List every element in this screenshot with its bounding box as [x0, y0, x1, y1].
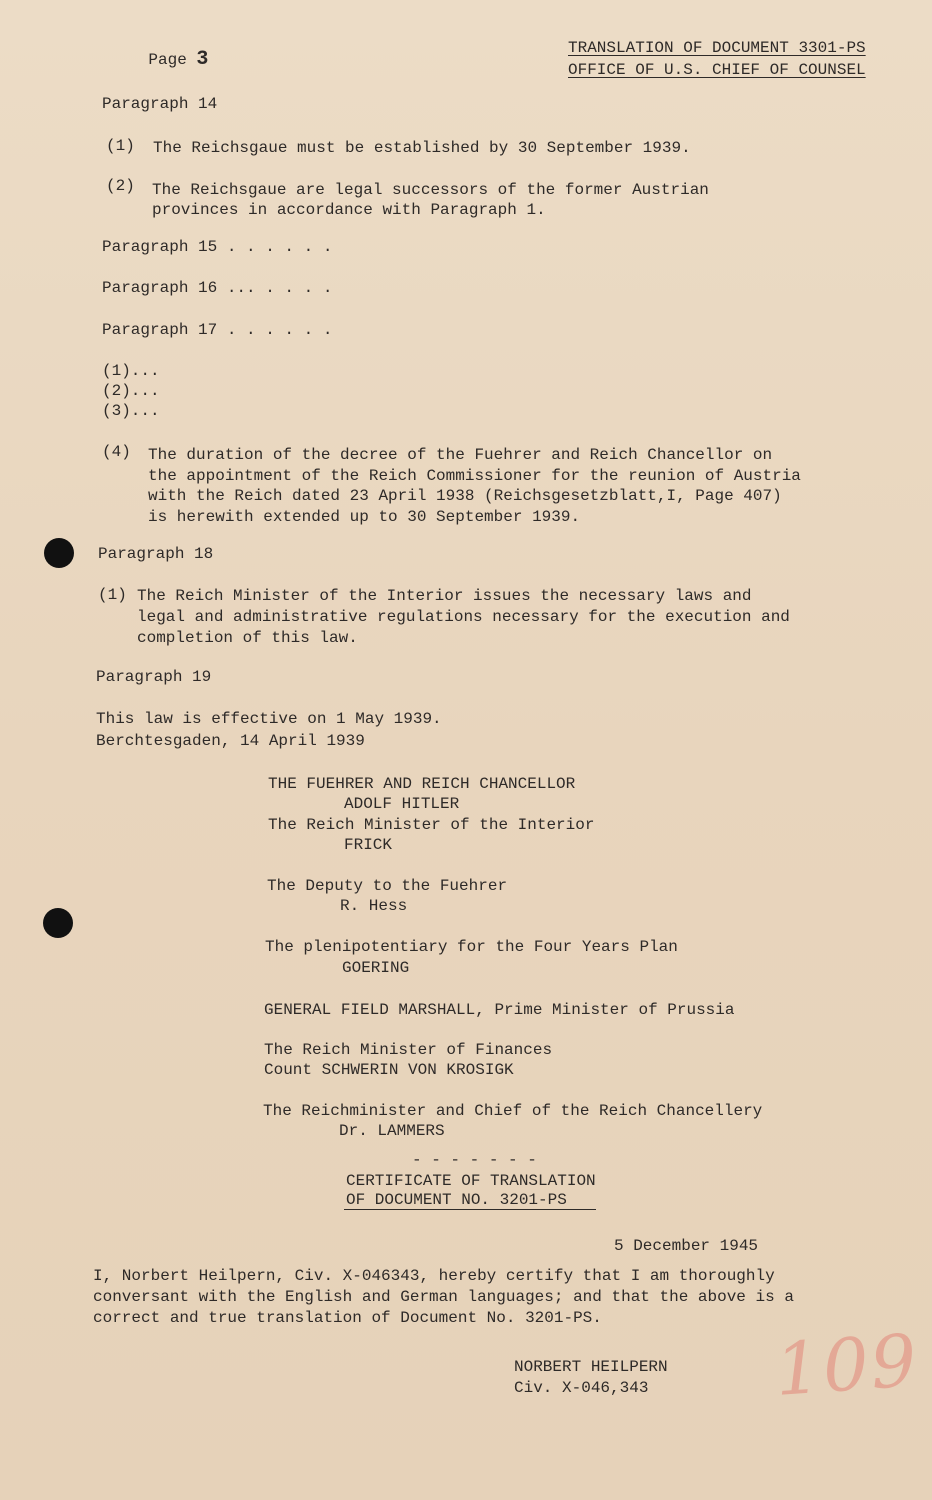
signatory-1-name: ADOLF HITLER	[344, 795, 460, 813]
paragraph-17-heading: Paragraph 17 . . . . . .	[102, 321, 333, 339]
paragraph-14-item2-line2: provinces in accordance with Paragraph 1.	[152, 201, 546, 219]
paragraph-17-item2: (2)...	[102, 382, 160, 400]
certificate-signer-id: Civ. X-046,343	[514, 1379, 649, 1397]
paragraph-18-item1-line3: completion of this law.	[137, 629, 358, 647]
paragraph-14-item2-number: (2)	[106, 177, 135, 195]
paragraph-17-item4-line4: is herewith extended up to 30 September 1939.	[148, 508, 581, 526]
paragraph-17-item4-line2: the appointment of the Reich Commissioner for the reunion of Austria	[148, 467, 801, 485]
signatory-3-title: The Deputy to the Fuehrer	[267, 877, 508, 895]
paragraph-17-item4-number: (4)	[102, 443, 131, 461]
document-header-line2: OFFICE OF U.S. CHIEF OF COUNSEL	[568, 61, 866, 79]
certificate-body-line1: I, Norbert Heilpern, Civ. X-046343, hereby certify that I am thoroughly	[93, 1267, 775, 1285]
signatory-2-title: The Reich Minister of the Interior	[268, 816, 595, 834]
document-header-line1: TRANSLATION OF DOCUMENT 3301-PS	[568, 39, 866, 57]
signatory-1-title: THE FUEHRER AND REICH CHANCELLOR	[268, 775, 576, 793]
paragraph-17-item4-line1: The duration of the decree of the Fuehrer and Reich Chancellor on	[148, 446, 773, 464]
signatory-5-title: GENERAL FIELD MARSHALL, Prime Minister of Prussia	[264, 1001, 735, 1019]
punch-hole-lower	[43, 908, 73, 938]
paragraph-14-heading: Paragraph 14	[102, 95, 218, 113]
paragraph-19-line2: Berchtesgaden, 14 April 1939	[96, 732, 365, 750]
paragraph-19-line1: This law is effective on 1 May 1939.	[96, 710, 442, 728]
paragraph-14-item2-line1: The Reichsgaue are legal successors of the former Austrian	[152, 181, 709, 199]
paragraph-18-item1-line2: legal and administrative regulations necessary for the execution and	[137, 608, 790, 626]
signatory-6-name: Count SCHWERIN VON KROSIGK	[264, 1061, 514, 1079]
paragraph-18-heading: Paragraph 18	[98, 545, 214, 563]
certificate-title-line2: OF DOCUMENT NO. 3201-PS	[346, 1191, 567, 1209]
paragraph-17-item4-line3: with the Reich dated 23 April 1938 (Reichsgesetzblatt,I, Page 407)	[148, 487, 782, 505]
certificate-signer-name: NORBERT HEILPERN	[514, 1358, 668, 1376]
signatory-7-title: The Reichminister and Chief of the Reich Chancellery	[263, 1102, 763, 1120]
signatory-6-title: The Reich Minister of Finances	[264, 1041, 553, 1059]
certificate-title-line1: CERTIFICATE OF TRANSLATION	[346, 1172, 596, 1190]
certificate-body-line2: conversant with the English and German languages; and that the above is a	[93, 1288, 794, 1306]
certificate-body-line3: correct and true translation of Document No. 3201-PS.	[93, 1309, 602, 1327]
paragraph-16-heading: Paragraph 16 ... . . . .	[102, 279, 333, 297]
paragraph-14-item1-text: The Reichsgaue must be established by 30 September 1939.	[153, 139, 691, 157]
certificate-separator: - - - - - - -	[412, 1151, 537, 1169]
signatory-3-name: R. Hess	[340, 897, 408, 915]
signatory-7-name: Dr. LAMMERS	[339, 1122, 445, 1140]
certificate-date: 5 December 1945	[614, 1237, 759, 1255]
paragraph-17-item3: (3)...	[102, 402, 160, 420]
paragraph-17-item1: (1)...	[102, 362, 160, 380]
punch-hole-upper	[44, 538, 74, 568]
handwritten-page-number: 109	[772, 1318, 922, 1412]
signatory-4-title: The plenipotentiary for the Four Years Plan	[265, 938, 678, 956]
paragraph-18-item1-line1: The Reich Minister of the Interior issues the necessary laws and	[137, 587, 752, 605]
paragraph-15-heading: Paragraph 15 . . . . . .	[102, 238, 333, 256]
certificate-underline	[344, 1209, 596, 1210]
signatory-4-name: GOERING	[342, 959, 410, 977]
paragraph-19-heading: Paragraph 19	[96, 668, 212, 686]
paragraph-18-item1-number: (1)	[98, 586, 127, 604]
page-number-label: Page 3	[148, 48, 209, 71]
paragraph-14-item1-number: (1)	[106, 137, 135, 155]
signatory-2-name: FRICK	[344, 836, 393, 854]
